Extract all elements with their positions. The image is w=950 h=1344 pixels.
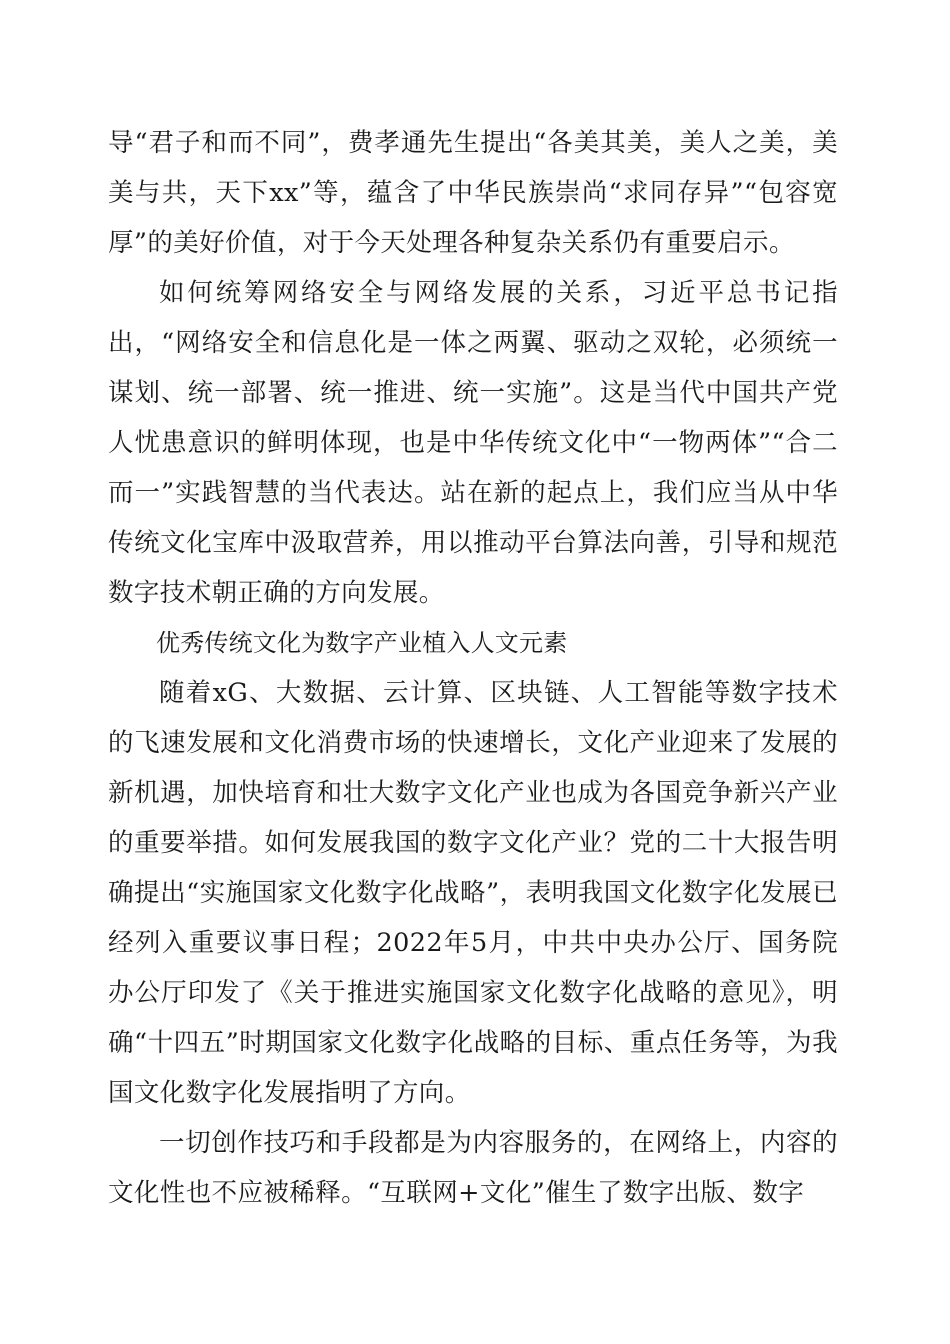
paragraph-digital-technology: 随着xG、大数据、云计算、区块链、人工智能等数字技术的飞速发展和文化消费市场的快速增长，文化产业迎来了发展的新机遇，加快培育和壮大数字文化产业也成为各国竞争新兴产业的重要举措。如何发展我国的数字文化产业？党的二十大报告明确提出“实施国家文化数字化战略”，表明我国文化数字化发展已经列入重要议事日程；2022年5月，中共中央办公厅、国务院办公厅印发了《关于推进实施国家文化数字化战略的意见》，明确“十四五”时期国家文化数字化战略的目标、重点任务等，为我国文化数字化发展指明了方向。 — [108, 678, 838, 1108]
paragraph-network-security: 如何统筹网络安全与网络发展的关系，习近平总书记指出，“网络安全和信息化是一体之两翼、驱动之双轮，必须统一谋划、统一部署、统一推进、统一实施”。这是当代中国共产党人忧患意识的鲜明体现，也是中华传统文化中“一物两体”“合二而一”实践智慧的当代表达。站在新的起点上，我们应当从中华传统文化宝库中汲取营养，用以推动平台算法向善，引导和规范数字技术朝正确的方向发展。 — [108, 278, 838, 608]
section-heading-culture-digital-industry: 优秀传统文化为数字产业植入人文元素 — [156, 629, 568, 657]
paragraph-continuation: 导“君子和而不同”，费孝通先生提出“各美其美，美人之美，美美与共，天下xx”等，蕴含了中华民族崇尚“求同存异”“包容宽厚”的美好价值，对于今天处理各种复杂关系仍有重要启示。 — [108, 128, 838, 258]
document-body — [108, 118, 838, 1218]
paragraph-content-service: 一切创作技巧和手段都是为内容服务的，在网络上，内容的文化性也不应被稀释。“互联网+文化”催生了数字出版、数字 — [108, 1128, 838, 1208]
